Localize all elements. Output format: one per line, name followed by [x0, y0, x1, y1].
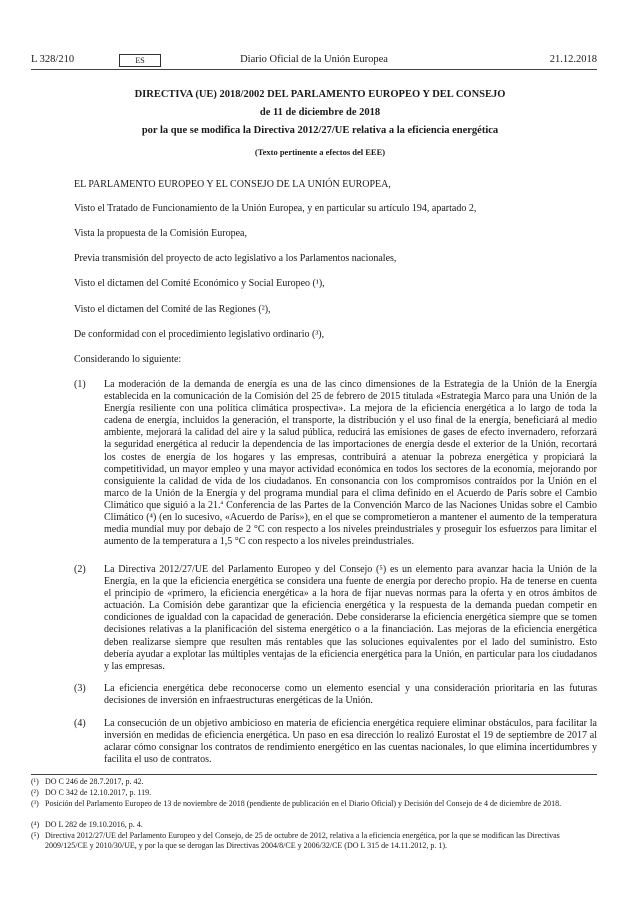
preamble-authors: EL PARLAMENTO EUROPEO Y EL CONSEJO DE LA UNIÓN EUROPEA,	[74, 179, 391, 190]
recital-number: (3)	[74, 683, 86, 694]
footnote-marker: (⁴)	[31, 820, 40, 829]
eee-note: (Texto pertinente a efectos del EEE)	[254, 147, 386, 157]
publication-date: 21.12.2018	[549, 54, 597, 65]
page-header	[31, 52, 597, 68]
footnote-text: DO L 282 de 19.10.2016, p. 4.	[45, 820, 143, 829]
footnote-marker: (¹)	[31, 777, 39, 786]
recital-text: La Directiva 2012/27/UE del Parlamento Europeo y del Consejo (⁵) es un elemento para avanzar hacia la Unión de la Energía, en la que la eficiencia energética se considera una fuente de energía por derecho propio. Ha de tenerse en cuenta el principio de «primero, la eficiencia energética» a la hora de fijar nuevas normas para la oferta y en otros ámbitos de actuación. La Comisión debe garantizar que la eficiencia energética y la respuesta de la demanda puedan competir en condiciones de igualdad con la capacidad de generación. Debe considerarse la eficiencia energética siempre que se tomen decisiones relativas a la planificación del sistema energético o a la financiación. Las mejoras de la eficiencia energética deben realizarse siempre que resulten más rentables que las soluciones equivalentes por el lado del suministro. Esto debería ayudar a explotar las múltiples ventajas de la eficiencia energética para la Unión, en particular para los ciudadanos y las empresas.	[104, 564, 597, 672]
directive-subject: por la que se modifica la Directiva 2012/27/UE relativa a la eficiencia energética	[141, 125, 499, 136]
citation: Previa transmisión del proyecto de acto legislativo a los Parlamentos nacionales,	[74, 253, 397, 264]
recital-text: La moderación de la demanda de energía es una de las cinco dimensiones de la Estrategia de la Unión de la Energía establecida en la comunicación de la Comisión del 25 de febrero de 2015 titulada «Estrategia Marco para una Unión de la Energía resiliente con una política climática prospectiva». La mejora de la eficiencia energética a lo largo de toda la cadena de energía, incluidos la generación, el transporte, la distribución y el uso final de la energía, beneficiará al medio ambiente, mejorará la calidad del aire y la salud pública, reducirá las emisiones de gases de efecto invernadero, reforzará la seguridad energética al reducir la dependencia de las importaciones de energía desde el exterior de la Unión, recortará los costes de energía de los hogares y las empresas, contribuirá a atenuar la pobreza energética y propiciará la competitividad, un mayor empleo y una mayor actividad económica en todos los sectores de la economía, mejorando por consiguiente la calidad de vida de los ciudadanos. En consonancia con los compromisos contraídos por la Unión en el marco de la Unión de la Energía y del programa mundial para el clima definido en el Acuerdo de París sobre el Cambio Climático que siguió a la 21.ª Conferencia de las Partes de la Convención Marco de las Naciones Unidas sobre el Cambio Climático (⁴) (en lo sucesivo, «Acuerdo de París»), en el que se comprometieron a mantener el aumento de la temperatura media mundial muy por debajo de 2 °C con respecto a los niveles preindustriales y proseguir los esfuerzos para limitar el aumento de la temperatura a 1,5 °C con respecto a los niveles preindustriales.	[104, 379, 597, 548]
recital-text: La consecución de un objetivo ambicioso en materia de eficiencia energética requiere eliminar obstáculos, para facilitar la inversión en medidas de eficiencia energética. Un paso en esa dirección lo realizó Eurostat el 19 de septiembre de 2017 al aclarar cómo consignar los contratos de rendimiento energético en las cuentas nacionales, lo que elimina incertidumbres y facilita el uso de contratos.	[104, 718, 597, 766]
citation: De conformidad con el procedimiento legislativo ordinario (³),	[74, 329, 325, 340]
footnote-text: Directiva 2012/27/UE del Parlamento Europeo y del Consejo, de 25 de octubre de 2012, relativa a la eficiencia energética, por la que se modifican las Directivas 2009/125/CE y 2010/30/UE, y por la que se derogan las Directivas 2004/8/CE y 2006/32/CE (DO L 315 de 14.11.2012, p. 1).	[45, 831, 560, 850]
footnote-marker: (²)	[31, 788, 39, 797]
footnote-text: DO C 342 de 12.10.2017, p. 119.	[45, 788, 152, 797]
footnote-marker: (⁵)	[31, 831, 40, 840]
footnote-text: DO C 246 de 28.7.2017, p. 42.	[45, 777, 144, 786]
footnote-marker: (³)	[31, 799, 39, 808]
citation: Visto el dictamen del Comité de las Regiones (²),	[74, 304, 271, 315]
footnote-text: Posición del Parlamento Europeo de 13 de noviembre de 2018 (pendiente de publicación en el Diario Oficial) y Decisión del Consejo de 4 de diciembre de 2018.	[45, 799, 562, 808]
recital-number: (4)	[74, 718, 86, 729]
considering-heading: Considerando lo siguiente:	[74, 354, 182, 365]
directive-date: de 11 de diciembre de 2018	[259, 107, 381, 118]
footnote-divider	[31, 774, 597, 775]
citation: Visto el Tratado de Funcionamiento de la Unión Europea, y en particular su artículo 194, apartado 2,	[74, 203, 477, 214]
journal-title: Diario Oficial de la Unión Europea	[240, 54, 388, 65]
citation: Vista la propuesta de la Comisión Europea,	[74, 228, 247, 239]
recital-text: La eficiencia energética debe reconocerse como un elemento esencial y una consideración prioritaria en las futuras decisiones de inversión en infraestructuras energéticas de la Unión.	[104, 683, 597, 707]
recital-number: (2)	[74, 564, 86, 575]
language-badge: ES	[119, 54, 161, 67]
directive-title: DIRECTIVA (UE) 2018/2002 DEL PARLAMENTO EUROPEO Y DEL CONSEJO	[134, 89, 506, 100]
page-number: L 328/210	[31, 54, 75, 65]
recital-number: (1)	[74, 379, 86, 390]
header-divider	[31, 69, 597, 70]
citation: Visto el dictamen del Comité Económico y Social Europeo (¹),	[74, 278, 325, 289]
